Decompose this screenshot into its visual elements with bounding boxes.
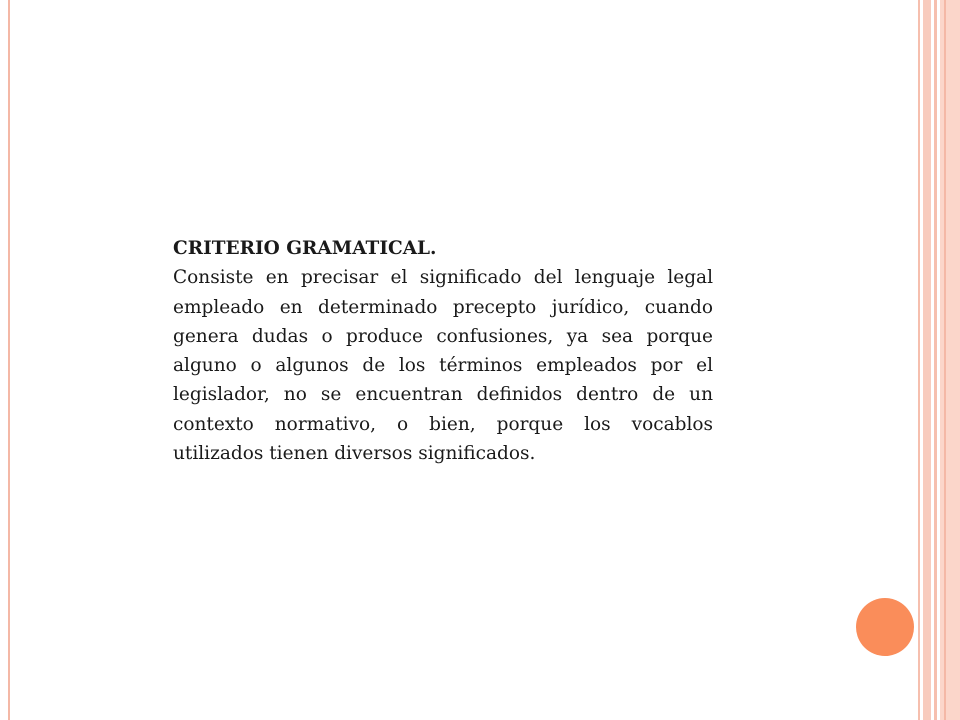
right-stripe-2 xyxy=(923,0,931,720)
right-decorative-band xyxy=(940,0,960,720)
accent-circle xyxy=(856,598,914,656)
right-stripe-4 xyxy=(944,0,946,720)
slide-content xyxy=(173,234,713,468)
slide-heading: CRITERIO GRAMATICAL. xyxy=(173,238,437,259)
slide-body-text: Consiste en precisar el significado del lenguaje legal empleado en determinado precepto jurídico, cuando genera dudas o produce confusiones, ya sea porque alguno o algunos de los términos empleados por el legislador, no se encuentran definidos dentro de un contexto normativo, o bien, porque los vocablos utilizados tienen diversos significados. xyxy=(173,267,713,465)
left-border-line xyxy=(8,0,10,720)
right-stripe-1 xyxy=(918,0,920,720)
right-stripe-3 xyxy=(934,0,937,720)
